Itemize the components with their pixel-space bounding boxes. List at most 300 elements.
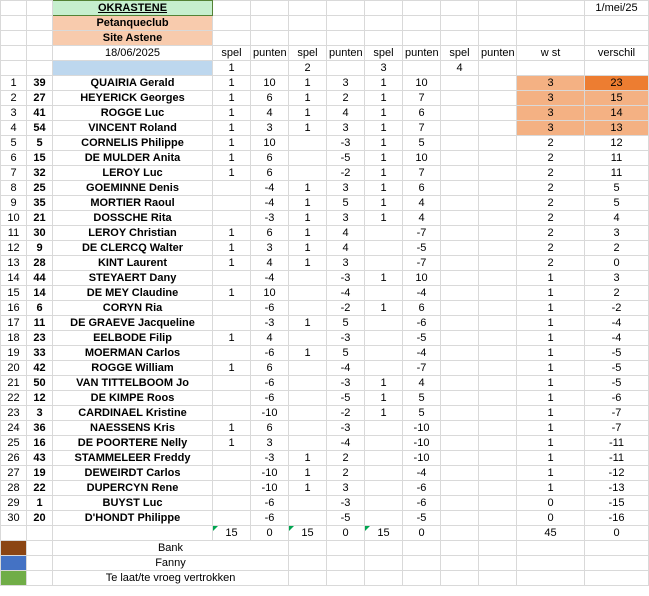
spel-4[interactable] — [441, 511, 479, 526]
spel-3[interactable] — [365, 331, 403, 346]
punten-4[interactable] — [479, 511, 517, 526]
verschil-cell[interactable]: -5 — [585, 376, 649, 391]
punten-4[interactable] — [479, 241, 517, 256]
player-name[interactable]: CORNELIS Philippe — [53, 136, 213, 151]
wins-cell[interactable]: 2 — [517, 181, 585, 196]
player-name[interactable]: LEROY Christian — [53, 226, 213, 241]
spel-4[interactable] — [441, 226, 479, 241]
spel-1[interactable]: 1 — [213, 226, 251, 241]
punten-3[interactable]: 4 — [403, 211, 441, 226]
player-id[interactable]: 32 — [27, 166, 53, 181]
spel-1[interactable] — [213, 481, 251, 496]
col-verschil[interactable]: verschil — [585, 46, 649, 61]
spel-1[interactable] — [213, 376, 251, 391]
spel-2[interactable] — [289, 391, 327, 406]
spel-3[interactable] — [365, 451, 403, 466]
punten-3[interactable]: -10 — [403, 421, 441, 436]
punten-1[interactable]: -4 — [251, 271, 289, 286]
verschil-cell[interactable]: 3 — [585, 226, 649, 241]
punten-3[interactable]: 10 — [403, 76, 441, 91]
spel-3[interactable]: 1 — [365, 136, 403, 151]
wins-cell[interactable]: 1 — [517, 376, 585, 391]
spel-3[interactable] — [365, 361, 403, 376]
punten-3[interactable]: 10 — [403, 151, 441, 166]
empty-cell[interactable] — [365, 556, 403, 571]
total-s1[interactable]: 15 — [213, 526, 251, 541]
spel-4[interactable] — [441, 196, 479, 211]
punten-1[interactable]: -6 — [251, 511, 289, 526]
row-number[interactable]: 22 — [1, 391, 27, 406]
spel-1[interactable] — [213, 466, 251, 481]
spel-4[interactable] — [441, 361, 479, 376]
player-name[interactable]: CARDINAEL Kristine — [53, 406, 213, 421]
col-spel-2[interactable]: spel — [289, 46, 327, 61]
spel-2[interactable] — [289, 511, 327, 526]
punten-3[interactable]: -7 — [403, 361, 441, 376]
total-p4[interactable] — [479, 526, 517, 541]
row-number[interactable]: 11 — [1, 226, 27, 241]
spel-1[interactable]: 1 — [213, 436, 251, 451]
spel-4[interactable] — [441, 181, 479, 196]
row-number[interactable]: 10 — [1, 211, 27, 226]
total-p2[interactable]: 0 — [327, 526, 365, 541]
player-name[interactable]: GOEMINNE Denis — [53, 181, 213, 196]
player-name[interactable]: DE MULDER Anita — [53, 151, 213, 166]
punten-3[interactable]: 5 — [403, 406, 441, 421]
spel-1[interactable]: 1 — [213, 331, 251, 346]
spel-2[interactable]: 1 — [289, 106, 327, 121]
punten-2[interactable]: 4 — [327, 241, 365, 256]
verschil-cell[interactable]: -4 — [585, 316, 649, 331]
player-id[interactable]: 3 — [27, 406, 53, 421]
player-name[interactable]: VINCENT Roland — [53, 121, 213, 136]
player-id[interactable]: 54 — [27, 121, 53, 136]
empty-cell[interactable] — [365, 541, 403, 556]
player-name[interactable]: BUYST Luc — [53, 496, 213, 511]
punten-2[interactable]: -2 — [327, 301, 365, 316]
spel-1[interactable] — [213, 406, 251, 421]
spel-3[interactable]: 1 — [365, 406, 403, 421]
verschil-cell[interactable]: 15 — [585, 91, 649, 106]
punten-3[interactable]: -7 — [403, 226, 441, 241]
wins-cell[interactable]: 2 — [517, 226, 585, 241]
verschil-cell[interactable]: 11 — [585, 151, 649, 166]
punten-1[interactable]: 6 — [251, 361, 289, 376]
verschil-cell[interactable]: -15 — [585, 496, 649, 511]
spel-4[interactable] — [441, 256, 479, 271]
empty-cell[interactable] — [479, 571, 517, 586]
spel-3[interactable]: 1 — [365, 121, 403, 136]
punten-2[interactable]: 3 — [327, 211, 365, 226]
player-id[interactable]: 39 — [27, 76, 53, 91]
wins-cell[interactable]: 1 — [517, 391, 585, 406]
wins-cell[interactable]: 1 — [517, 346, 585, 361]
spel-1[interactable] — [213, 211, 251, 226]
verschil-cell[interactable]: -13 — [585, 481, 649, 496]
wins-cell[interactable]: 2 — [517, 211, 585, 226]
spel-1[interactable] — [213, 346, 251, 361]
empty-cell[interactable] — [327, 556, 365, 571]
spel-4[interactable] — [441, 211, 479, 226]
club-sub-cell[interactable]: Petanqueclub — [53, 16, 213, 31]
spel-1[interactable] — [213, 511, 251, 526]
legend-label[interactable]: Te laat/te vroeg vertrokken — [53, 571, 289, 586]
col-punten-2[interactable]: punten — [327, 46, 365, 61]
empty-cell[interactable] — [27, 556, 53, 571]
player-name[interactable]: DE KIMPE Roos — [53, 391, 213, 406]
punten-2[interactable]: -3 — [327, 496, 365, 511]
punten-2[interactable]: -4 — [327, 361, 365, 376]
wins-cell[interactable]: 1 — [517, 361, 585, 376]
player-id[interactable]: 12 — [27, 391, 53, 406]
spel-4[interactable] — [441, 166, 479, 181]
spel-4[interactable] — [441, 136, 479, 151]
row-number[interactable]: 12 — [1, 241, 27, 256]
player-id[interactable]: 25 — [27, 181, 53, 196]
spel-3[interactable] — [365, 286, 403, 301]
punten-1[interactable]: 6 — [251, 166, 289, 181]
player-name[interactable]: DE MEY Claudine — [53, 286, 213, 301]
spel-2[interactable] — [289, 331, 327, 346]
row-number[interactable]: 23 — [1, 406, 27, 421]
player-name[interactable]: STAMMELEER Freddy — [53, 451, 213, 466]
spel-2[interactable]: 1 — [289, 226, 327, 241]
verschil-cell[interactable]: -16 — [585, 511, 649, 526]
punten-1[interactable]: -3 — [251, 211, 289, 226]
player-name[interactable]: D'HONDT Philippe — [53, 511, 213, 526]
punten-1[interactable]: -4 — [251, 181, 289, 196]
wins-cell[interactable]: 1 — [517, 316, 585, 331]
wins-cell[interactable]: 3 — [517, 76, 585, 91]
spel-3[interactable] — [365, 421, 403, 436]
punten-4[interactable] — [479, 181, 517, 196]
player-name[interactable]: HEYERICK Georges — [53, 91, 213, 106]
punten-4[interactable] — [479, 256, 517, 271]
punten-1[interactable]: -6 — [251, 376, 289, 391]
spel-3[interactable]: 1 — [365, 391, 403, 406]
club-name-cell[interactable]: OKRASTENE — [53, 1, 213, 16]
punten-4[interactable] — [479, 91, 517, 106]
punten-4[interactable] — [479, 406, 517, 421]
spel-1[interactable]: 1 — [213, 421, 251, 436]
player-id[interactable]: 41 — [27, 106, 53, 121]
spel-4[interactable] — [441, 391, 479, 406]
row-number[interactable]: 28 — [1, 481, 27, 496]
player-id[interactable]: 1 — [27, 496, 53, 511]
blue-cell[interactable] — [53, 61, 213, 76]
wins-cell[interactable]: 1 — [517, 466, 585, 481]
player-name[interactable]: LEROY Luc — [53, 166, 213, 181]
player-id[interactable]: 28 — [27, 256, 53, 271]
spel-1[interactable] — [213, 451, 251, 466]
row-number[interactable]: 9 — [1, 196, 27, 211]
punten-1[interactable]: 4 — [251, 331, 289, 346]
punten-1[interactable]: 6 — [251, 91, 289, 106]
punten-1[interactable]: 3 — [251, 121, 289, 136]
player-id[interactable]: 50 — [27, 376, 53, 391]
total-verschil[interactable]: 0 — [585, 526, 649, 541]
punten-2[interactable]: -3 — [327, 136, 365, 151]
wins-cell[interactable]: 2 — [517, 256, 585, 271]
player-name[interactable]: MOERMAN Carlos — [53, 346, 213, 361]
punten-1[interactable]: -6 — [251, 391, 289, 406]
punten-3[interactable]: -10 — [403, 436, 441, 451]
row-number[interactable]: 27 — [1, 466, 27, 481]
empty-cell[interactable] — [403, 571, 441, 586]
row-number[interactable]: 1 — [1, 76, 27, 91]
verschil-cell[interactable]: -4 — [585, 331, 649, 346]
player-id[interactable]: 19 — [27, 466, 53, 481]
punten-2[interactable]: -3 — [327, 331, 365, 346]
spel-3[interactable]: 1 — [365, 376, 403, 391]
spel-1[interactable]: 1 — [213, 91, 251, 106]
spel-2[interactable] — [289, 151, 327, 166]
punten-3[interactable]: 6 — [403, 301, 441, 316]
legend-swatch[interactable] — [1, 541, 27, 556]
round-number-3[interactable]: 3 — [365, 61, 403, 76]
row-number[interactable]: 21 — [1, 376, 27, 391]
spel-2[interactable]: 1 — [289, 121, 327, 136]
total-s3[interactable]: 15 — [365, 526, 403, 541]
punten-1[interactable]: 6 — [251, 151, 289, 166]
spel-4[interactable] — [441, 301, 479, 316]
verschil-cell[interactable]: 23 — [585, 76, 649, 91]
empty-cell[interactable] — [441, 556, 479, 571]
punten-4[interactable] — [479, 151, 517, 166]
player-id[interactable]: 30 — [27, 226, 53, 241]
spel-2[interactable]: 1 — [289, 256, 327, 271]
punten-1[interactable]: 6 — [251, 421, 289, 436]
player-id[interactable]: 22 — [27, 481, 53, 496]
punten-2[interactable]: -3 — [327, 376, 365, 391]
spel-2[interactable] — [289, 496, 327, 511]
round-number-4[interactable]: 4 — [441, 61, 479, 76]
punten-2[interactable]: 5 — [327, 346, 365, 361]
spel-2[interactable]: 1 — [289, 241, 327, 256]
round-number-1[interactable]: 1 — [213, 61, 251, 76]
empty-cell[interactable] — [403, 556, 441, 571]
punten-3[interactable]: -6 — [403, 316, 441, 331]
spel-3[interactable]: 1 — [365, 106, 403, 121]
empty-cell[interactable] — [27, 526, 53, 541]
punten-1[interactable]: -3 — [251, 316, 289, 331]
player-name[interactable]: MORTIER Raoul — [53, 196, 213, 211]
spel-4[interactable] — [441, 451, 479, 466]
row-number[interactable]: 14 — [1, 271, 27, 286]
player-id[interactable]: 16 — [27, 436, 53, 451]
punten-3[interactable]: 6 — [403, 181, 441, 196]
punten-2[interactable]: 3 — [327, 256, 365, 271]
spel-1[interactable]: 1 — [213, 136, 251, 151]
punten-4[interactable] — [479, 136, 517, 151]
wins-cell[interactable]: 1 — [517, 271, 585, 286]
spel-4[interactable] — [441, 121, 479, 136]
col-punten-4[interactable]: punten — [479, 46, 517, 61]
spel-2[interactable]: 1 — [289, 211, 327, 226]
wins-cell[interactable]: 1 — [517, 481, 585, 496]
row-number[interactable]: 17 — [1, 316, 27, 331]
spel-2[interactable] — [289, 301, 327, 316]
punten-4[interactable] — [479, 466, 517, 481]
spel-3[interactable] — [365, 481, 403, 496]
empty-cell[interactable] — [517, 556, 585, 571]
spel-2[interactable] — [289, 166, 327, 181]
spel-4[interactable] — [441, 496, 479, 511]
player-id[interactable]: 20 — [27, 511, 53, 526]
player-name[interactable]: DE POORTERE Nelly — [53, 436, 213, 451]
player-id[interactable]: 9 — [27, 241, 53, 256]
wins-cell[interactable]: 1 — [517, 421, 585, 436]
punten-1[interactable]: -6 — [251, 301, 289, 316]
verschil-cell[interactable]: 5 — [585, 196, 649, 211]
player-id[interactable]: 36 — [27, 421, 53, 436]
player-name[interactable]: STEYAERT Dany — [53, 271, 213, 286]
punten-2[interactable]: -5 — [327, 151, 365, 166]
player-name[interactable]: ROGGE William — [53, 361, 213, 376]
punten-4[interactable] — [479, 361, 517, 376]
spel-1[interactable]: 1 — [213, 151, 251, 166]
punten-3[interactable]: 10 — [403, 271, 441, 286]
legend-label[interactable]: Fanny — [53, 556, 289, 571]
punten-2[interactable]: 3 — [327, 181, 365, 196]
row-number[interactable]: 4 — [1, 121, 27, 136]
legend-swatch[interactable] — [1, 556, 27, 571]
empty-cell[interactable] — [517, 541, 585, 556]
player-id[interactable]: 21 — [27, 211, 53, 226]
empty-cell[interactable] — [441, 571, 479, 586]
verschil-cell[interactable]: -2 — [585, 301, 649, 316]
spel-1[interactable] — [213, 316, 251, 331]
total-s4[interactable] — [441, 526, 479, 541]
punten-3[interactable]: -6 — [403, 481, 441, 496]
verschil-cell[interactable]: 5 — [585, 181, 649, 196]
punten-3[interactable]: 5 — [403, 391, 441, 406]
punten-3[interactable]: -7 — [403, 256, 441, 271]
punten-4[interactable] — [479, 106, 517, 121]
spel-1[interactable]: 1 — [213, 121, 251, 136]
punten-4[interactable] — [479, 331, 517, 346]
punten-4[interactable] — [479, 421, 517, 436]
wins-cell[interactable]: 1 — [517, 331, 585, 346]
punten-3[interactable]: -5 — [403, 331, 441, 346]
punten-4[interactable] — [479, 391, 517, 406]
punten-1[interactable]: -10 — [251, 466, 289, 481]
player-id[interactable]: 14 — [27, 286, 53, 301]
punten-4[interactable] — [479, 166, 517, 181]
punten-4[interactable] — [479, 286, 517, 301]
punten-2[interactable]: 4 — [327, 106, 365, 121]
punten-4[interactable] — [479, 211, 517, 226]
spel-2[interactable]: 1 — [289, 76, 327, 91]
spel-4[interactable] — [441, 241, 479, 256]
verschil-cell[interactable]: 14 — [585, 106, 649, 121]
empty-cell[interactable] — [479, 556, 517, 571]
wins-cell[interactable]: 0 — [517, 511, 585, 526]
verschil-cell[interactable]: -12 — [585, 466, 649, 481]
punten-2[interactable]: -4 — [327, 436, 365, 451]
player-name[interactable]: CORYN Ria — [53, 301, 213, 316]
spel-4[interactable] — [441, 316, 479, 331]
punten-3[interactable]: 7 — [403, 121, 441, 136]
wins-cell[interactable]: 1 — [517, 301, 585, 316]
spel-2[interactable]: 1 — [289, 91, 327, 106]
spel-2[interactable]: 1 — [289, 466, 327, 481]
wins-cell[interactable]: 2 — [517, 136, 585, 151]
spel-2[interactable] — [289, 136, 327, 151]
punten-4[interactable] — [479, 346, 517, 361]
player-id[interactable]: 43 — [27, 451, 53, 466]
row-number[interactable]: 29 — [1, 496, 27, 511]
punten-2[interactable]: 2 — [327, 91, 365, 106]
punten-1[interactable]: 4 — [251, 256, 289, 271]
spel-3[interactable]: 1 — [365, 196, 403, 211]
spel-2[interactable] — [289, 361, 327, 376]
punten-3[interactable]: 4 — [403, 376, 441, 391]
spel-1[interactable]: 1 — [213, 256, 251, 271]
wins-cell[interactable]: 3 — [517, 121, 585, 136]
col-punten-3[interactable]: punten — [403, 46, 441, 61]
spel-2[interactable]: 1 — [289, 346, 327, 361]
player-id[interactable]: 33 — [27, 346, 53, 361]
row-number[interactable]: 24 — [1, 421, 27, 436]
spel-3[interactable]: 1 — [365, 166, 403, 181]
punten-4[interactable] — [479, 271, 517, 286]
row-number[interactable]: 26 — [1, 451, 27, 466]
total-p1[interactable]: 0 — [251, 526, 289, 541]
punten-2[interactable]: -5 — [327, 391, 365, 406]
spel-3[interactable]: 1 — [365, 91, 403, 106]
punten-1[interactable]: 3 — [251, 241, 289, 256]
punten-1[interactable]: -4 — [251, 196, 289, 211]
player-id[interactable]: 5 — [27, 136, 53, 151]
spel-1[interactable] — [213, 391, 251, 406]
verschil-cell[interactable]: 2 — [585, 241, 649, 256]
empty-cell[interactable] — [441, 541, 479, 556]
round-number-2[interactable]: 2 — [289, 61, 327, 76]
spel-4[interactable] — [441, 436, 479, 451]
top-right-date[interactable]: 1/mei/25 — [585, 1, 649, 16]
spel-3[interactable] — [365, 241, 403, 256]
spel-4[interactable] — [441, 331, 479, 346]
col-spel-3[interactable]: spel — [365, 46, 403, 61]
spel-2[interactable]: 1 — [289, 196, 327, 211]
spel-1[interactable]: 1 — [213, 76, 251, 91]
wins-cell[interactable]: 1 — [517, 451, 585, 466]
spel-3[interactable] — [365, 346, 403, 361]
spel-2[interactable] — [289, 421, 327, 436]
verschil-cell[interactable]: -11 — [585, 436, 649, 451]
empty-cell[interactable] — [27, 571, 53, 586]
player-name[interactable]: DEWEIRDT Carlos — [53, 466, 213, 481]
wins-cell[interactable]: 1 — [517, 286, 585, 301]
spel-4[interactable] — [441, 91, 479, 106]
punten-3[interactable]: -4 — [403, 346, 441, 361]
empty-cell[interactable] — [289, 571, 327, 586]
punten-1[interactable]: -10 — [251, 481, 289, 496]
row-number[interactable]: 30 — [1, 511, 27, 526]
spel-2[interactable]: 1 — [289, 316, 327, 331]
player-id[interactable]: 11 — [27, 316, 53, 331]
player-id[interactable]: 35 — [27, 196, 53, 211]
wins-cell[interactable]: 2 — [517, 151, 585, 166]
empty-cell[interactable] — [365, 571, 403, 586]
spel-3[interactable]: 1 — [365, 181, 403, 196]
punten-1[interactable]: 10 — [251, 136, 289, 151]
empty-cell[interactable] — [1, 526, 27, 541]
player-name[interactable]: DUPERCYN Rene — [53, 481, 213, 496]
col-wst[interactable]: w st — [517, 46, 585, 61]
wins-cell[interactable]: 3 — [517, 106, 585, 121]
